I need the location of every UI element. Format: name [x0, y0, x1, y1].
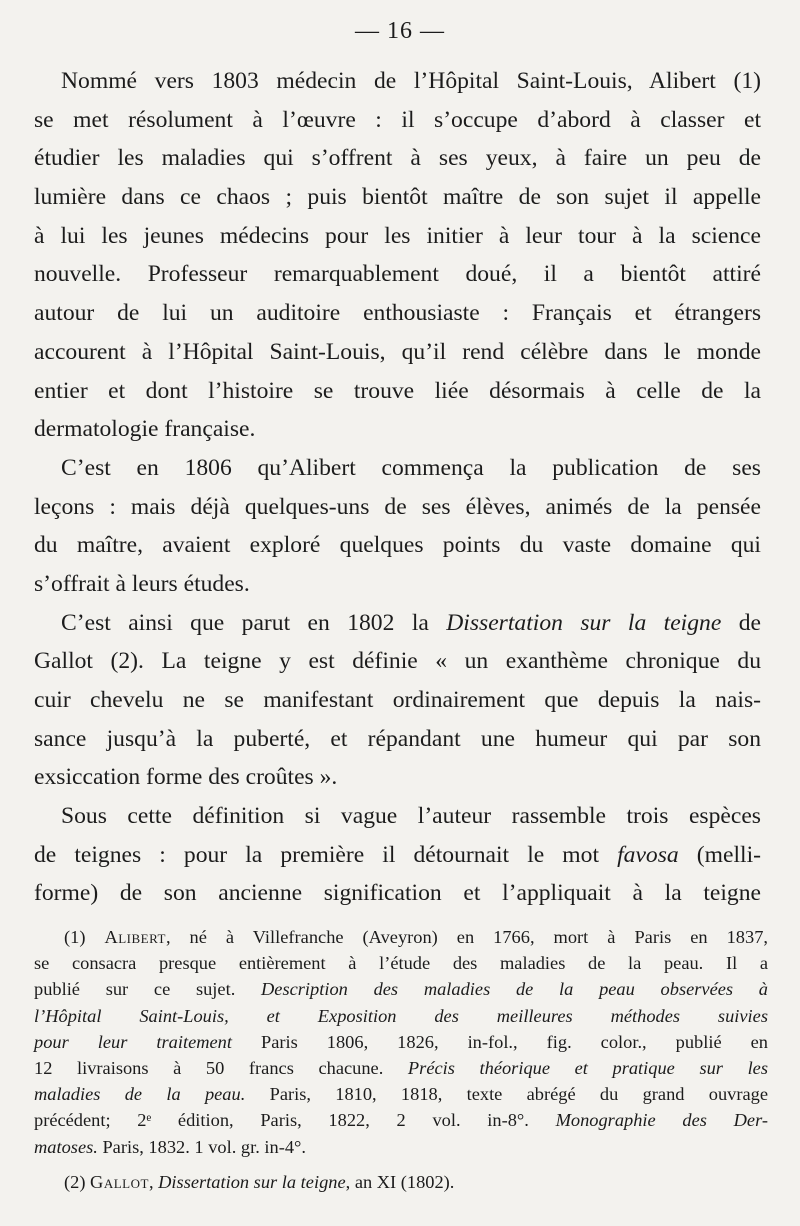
italic-title: Monographie des Der-	[555, 1110, 768, 1131]
italic-title: matoses.	[34, 1136, 98, 1157]
footnote-line: pour leur traitement Paris 1806, 1826, in-fol., fig. color., publié en	[34, 1031, 768, 1052]
body-line: étudier les maladies qui s’offrent à ses yeux, à faire un peu de	[34, 145, 761, 172]
body-line: nouvelle. Professeur remarquablement doué, il a bientôt attiré	[34, 261, 761, 288]
body-line: s’offrait à leurs études.	[34, 570, 250, 597]
body-line: dermatologie française.	[34, 416, 256, 443]
author-name: Alibert	[104, 927, 166, 947]
footnote-line: (2) Gallot, Dissertation sur la teigne, an XI (1802).	[64, 1171, 455, 1192]
italic-title: l’Hôpital Saint-Louis, et Exposition des meilleures méthodes suivies	[34, 1005, 768, 1026]
italic-title: pour leur traitement	[34, 1031, 232, 1052]
footnote-line: (1) Alibert, né à Villefranche (Aveyron) en 1766, mort à Paris en 1837,	[64, 927, 768, 947]
body-line: autour de lui un auditoire enthousiaste : Français et étrangers	[34, 300, 761, 327]
body-line: exsiccation forme des croûtes ».	[34, 764, 338, 791]
italic-title: Dissertation sur la teigne	[446, 609, 722, 636]
italic-title: Dissertation sur la teigne	[158, 1171, 346, 1192]
body-line: du maître, avaient exploré quelques points du vaste domaine qui	[34, 532, 761, 559]
body-line: se met résolument à l’œuvre : il s’occupe d’abord à classer et	[34, 106, 761, 133]
body-line: cuir chevelu ne se manifestant ordinairement que depuis la nais-	[34, 687, 761, 713]
footnote-2	[34, 1169, 768, 1195]
body-text	[34, 62, 761, 913]
author-name: Gallot	[90, 1171, 149, 1192]
body-line: Gallot (2). La teigne y est définie « un exanthème chronique du	[34, 648, 761, 675]
footnote-line: publié sur ce sujet. Description des maladies de la peau observées à	[34, 979, 768, 1000]
footnote-line: 12 livraisons à 50 francs chacune. Précis théorique et pratique sur les	[34, 1057, 768, 1078]
footnote-line: se consacra presque entièrement à l’étude des maladies de la peau. Il a	[34, 953, 768, 974]
body-line: entier et dont l’histoire se trouve liée désormais à celle de la	[34, 377, 761, 404]
footnote-line: matoses. Paris, 1832. 1 vol. gr. in-4°.	[34, 1136, 306, 1157]
body-line: de teignes : pour la première il détournait le mot favosa (melli-	[34, 841, 761, 868]
body-line: à lui les jeunes médecins pour les initier à leur tour à la science	[34, 222, 761, 249]
footnote-line: maladies de la peau. Paris, 1810, 1818, texte abrégé du grand ouvrage	[34, 1084, 768, 1105]
italic-title: favosa	[617, 841, 679, 868]
body-line: forme) de son ancienne signification et l’appliquait à la teigne	[34, 880, 761, 907]
body-line: accourent à l’Hôpital Saint-Louis, qu’il rend célèbre dans le monde	[34, 338, 761, 365]
body-line: Sous cette définition si vague l’auteur rassemble trois espèces	[61, 803, 761, 830]
body-line: C’est ainsi que parut en 1802 la Dissertation sur la teigne de	[61, 609, 761, 636]
footnote-1	[34, 924, 768, 1160]
body-line: Nommé vers 1803 médecin de l’Hôpital Saint-Louis, Alibert (1)	[61, 68, 761, 94]
footnotes	[34, 924, 768, 1195]
body-line: lumière dans ce chaos ; puis bientôt maître de son sujet il appelle	[34, 184, 761, 211]
italic-title: Précis théorique et pratique sur les	[407, 1057, 768, 1078]
italic-title: Description des maladies de la peau observées à	[261, 979, 768, 1000]
italic-title: maladies de la peau.	[34, 1084, 246, 1105]
body-line: leçons : mais déjà quelques-uns de ses élèves, animés de la pensée	[34, 493, 761, 520]
footnote-line	[34, 1003, 768, 1029]
footnote-line: précédent; 2ᵉ édition, Paris, 1822, 2 vol. in-8°. Monographie des Der-	[34, 1110, 768, 1131]
page-number: — 16 —	[355, 18, 445, 44]
body-line: C’est en 1806 qu’Alibert commença la publication de ses	[61, 454, 761, 481]
body-line: sance jusqu’à la puberté, et répandant une humeur qui par son	[34, 725, 761, 752]
